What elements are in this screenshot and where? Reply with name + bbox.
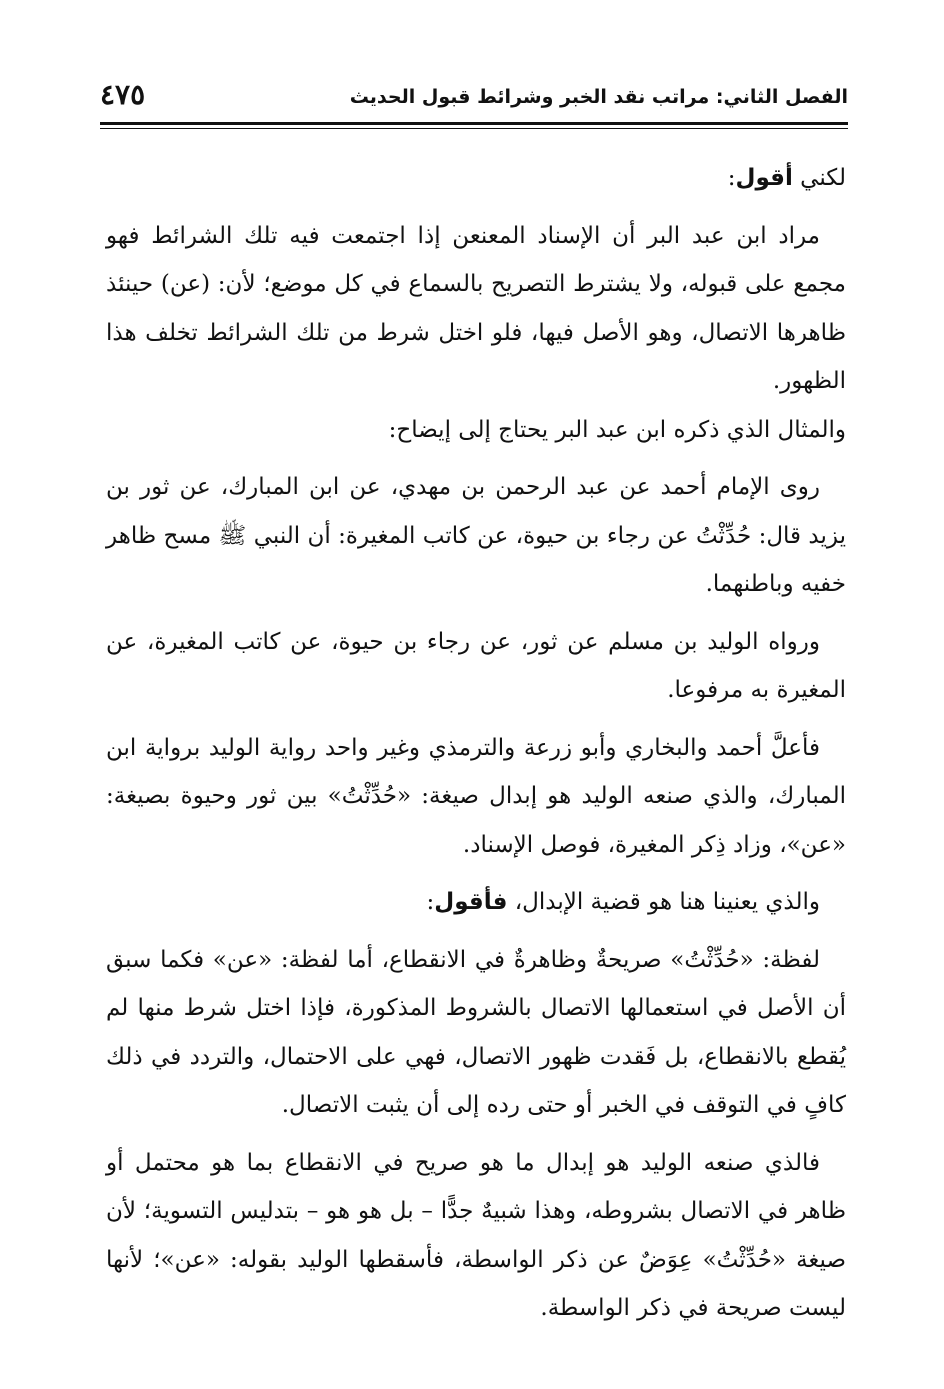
header-rule-thin xyxy=(100,128,848,129)
paragraph: فأعلَّ أحمد والبخاري وأبو زرعة والترمذي وغير واحد رواية الوليد برواية ابن المبارك، والذي صنعه الوليد هو إبدال صيغة: «حُدِّثْتُ» بين ثور وحيوة بصيغة: «عن»، وزاد ذِكر المغيرة، فوصل الإسناد. xyxy=(106,734,846,858)
page-header xyxy=(100,72,848,120)
paragraph: فالذي صنعه الوليد هو إبدال ما هو صريح في الانقطاع بما هو محتمل أو ظاهر في الاتصال بشروطه، وهذا شبيهٌ جدًّا – بل هو هو – بتدليس التسوية؛ لأن صيغة «حُدِّثْتُ» عِوَضٌ عن ذكر الواسطة، فأسقطها الوليد بقوله: «عن»؛ لأنها ليست صريحة في ذكر الواسطة. xyxy=(106,1149,846,1321)
paragraph: والمثال الذي ذكره ابن عبد البر يحتاج إلى إيضاح: xyxy=(388,416,846,443)
emphasis-keyword: فأقول xyxy=(434,889,508,915)
body-text xyxy=(106,154,846,1342)
paragraph: لكني أقول: xyxy=(727,165,846,191)
paragraph: مراد ابن عبد البر أن الإسناد المعنعن إذا اجتمعت فيه تلك الشرائط فهو مجمع على قبوله، ولا يشترط التصريح بالسماع في كل موضع؛ لأن: (عن) حينئذ ظاهرها الاتصال، وهو الأصل فيها، فلو اختل شرط من تلك الشرائط تخلف هذا الظهور. xyxy=(106,222,846,394)
emphasis-keyword: أقول xyxy=(735,165,793,191)
page-number: ٤٧٥ xyxy=(100,78,146,111)
paragraph: روى الإمام أحمد عن عبد الرحمن بن مهدي، عن ابن المبارك، عن ثور بن يزيد قال: حُدِّثْتُ عن رجاء بن حيوة، عن كاتب المغيرة: أن النبي ﷺ مسح ظاهر خفيه وباطنهما. xyxy=(106,474,846,597)
running-title: الفصل الثاني: مراتب نقد الخبر وشرائط قبول الحديث xyxy=(349,86,848,108)
paragraph: والذي يعنينا هنا هو قضية الإبدال، فأقول: xyxy=(426,889,820,915)
header-rule-thick xyxy=(100,122,848,125)
paragraph: لفظة: «حُدِّثْتُ» صريحةٌ وظاهرةٌ في الانقطاع، أما لفظة: «عن» فكما سبق أن الأصل في استعمالها الاتصال بالشروط المذكورة، فإذا اختل شرط منها لم يُقطع بالانقطاع، بل فَقدت ظهور الاتصال، فهي على الاحتمال، والتردد في ذلك كافٍ في التوقف في الخبر أو حتى رده إلى أن يثبت الاتصال. xyxy=(106,946,846,1118)
paragraph: ورواه الوليد بن مسلم عن ثور، عن رجاء بن حيوة، عن كاتب المغيرة، عن المغيرة به مرفوعا. xyxy=(106,628,846,703)
